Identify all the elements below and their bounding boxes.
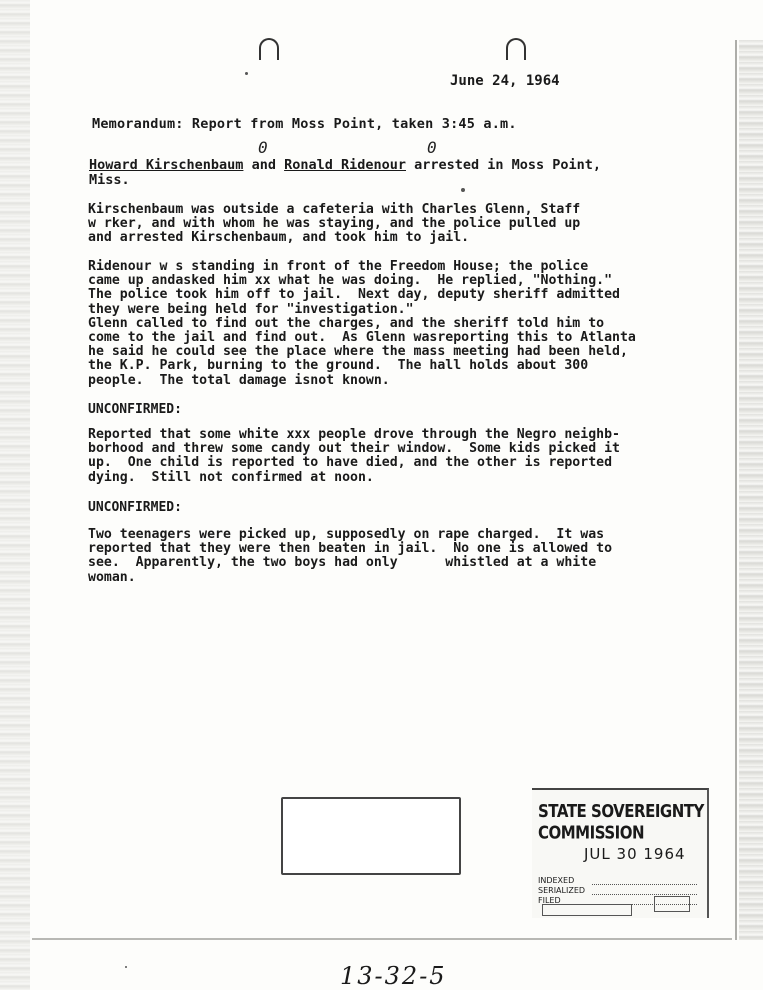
- scan-speck: [461, 188, 465, 192]
- stamp-date: JUL 30 1964: [584, 845, 686, 863]
- stamp-box: [542, 904, 632, 916]
- handwritten-check-mark: 0: [258, 138, 268, 157]
- stamp-indexed-line: [592, 876, 697, 885]
- scan-border-right: [735, 40, 737, 940]
- headline-connector: and: [243, 157, 285, 173]
- binder-hole-mark-left: [259, 38, 279, 60]
- paragraph-kirschenbaum-arrest: Kirschenbaum was outside a cafeteria with Charles Glenn, Staff w rker, and with whom he was staying, and the police pulled up and arrested Kirschenbaum, and took him to jail.: [88, 202, 581, 246]
- stamp-title: STATE SOVEREIGNTY COMMISSION: [538, 800, 704, 844]
- binder-hole-mark-right: [506, 38, 526, 60]
- stamp-serialized-line: [592, 886, 697, 895]
- headline-rest: arrested in Moss Point,: [406, 157, 602, 173]
- memo-subject-line: Memorandum: Report from Moss Point, taken 3:45 a.m.: [92, 116, 517, 132]
- blank-label-box: [281, 797, 461, 875]
- memo-date: June 24, 1964: [450, 73, 560, 89]
- paragraph-teenagers-report: Two teenagers were picked up, supposedly on rape charged. It was reported that they were then beaten in jail. No one is allowed to see. Apparently, the two boys had only whistled at a white woman.: [88, 527, 613, 585]
- scan-speck: [245, 72, 248, 75]
- commission-stamp: [532, 788, 709, 918]
- stamp-filed-label: FILED: [538, 896, 561, 905]
- headline-name-ridenour: Ronald Ridenour: [284, 157, 406, 173]
- stamp-indexed-label: INDEXED: [538, 876, 575, 885]
- paragraph-candy-report: Reported that some white xxx people drove through the Negro neighb- borhood and threw some candy out their window. Some kids picked it up. One child is reported to have died, and the other is reported dying. Still not confirmed at noon.: [88, 427, 620, 485]
- scan-border-bottom: [32, 938, 732, 940]
- unconfirmed-label: UNCONFIRMED:: [88, 500, 182, 515]
- stamp-serialized-label: SERIALIZED: [538, 886, 586, 895]
- headline-line-2: Miss.: [89, 172, 130, 188]
- memo-headline: [89, 158, 649, 188]
- unconfirmed-label: UNCONFIRMED:: [88, 402, 182, 417]
- scan-speck: [125, 966, 127, 968]
- scan-edge-right: [739, 40, 763, 940]
- stamp-initials-box: [654, 896, 690, 912]
- headline-name-kirschenbaum: Howard Kirschenbaum: [89, 157, 244, 173]
- scan-edge-left: [0, 0, 30, 990]
- page-number: 13-32-5: [340, 962, 447, 990]
- handwritten-check-mark: 0: [427, 138, 437, 157]
- paragraph-ridenour-arrest: Ridenour w s standing in front of the Freedom House; the police came up andasked him xx what he was doing. He replied, "Nothing." The police took him off to jail. Next day, deputy sheriff admitted they were being held for "investigation." Glenn called to find out the charges, and the sheriff told him to come to the jail and find out. As Glenn wasreporting this to Atlanta he said he could see the place where the mass meeting had been held, the K.P. Park, burning to the ground. The hall holds about 300 people. The total damage isnot known.: [88, 259, 636, 388]
